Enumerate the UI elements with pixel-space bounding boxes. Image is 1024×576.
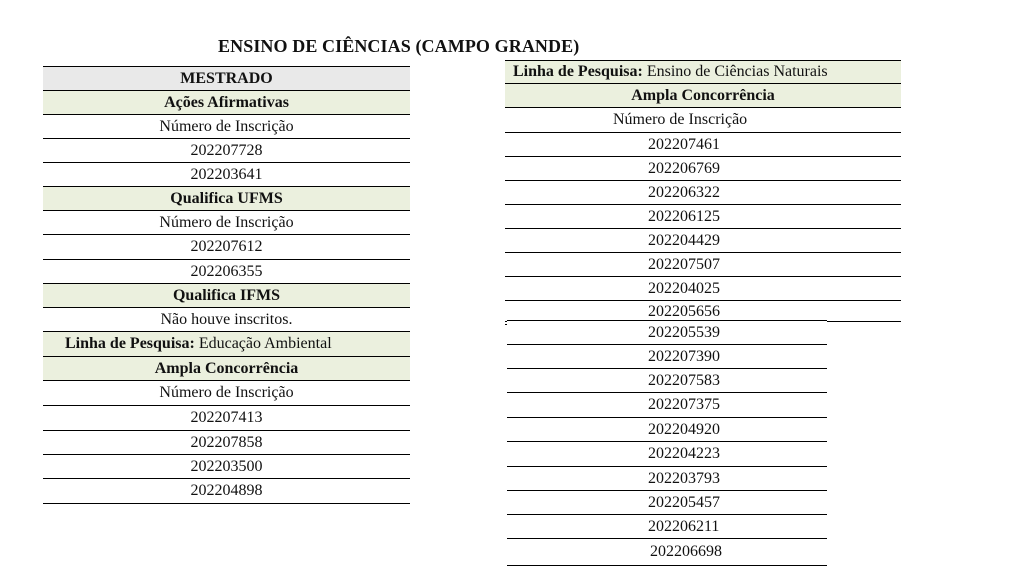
qualifica-ufms-item-1: 202207612 [43, 235, 410, 260]
right-linha-label: Linha de Pesquisa: [513, 63, 643, 80]
left-linha-pesquisa [43, 332, 410, 357]
qualifica-ifms-header: Qualifica IFMS [43, 284, 410, 308]
page-title: ENSINO DE CIÊNCIAS (CAMPO GRANDE) [218, 36, 580, 56]
acoes-afirmativas-col-header: Número de Inscrição [43, 115, 410, 139]
left-ampla-header: Ampla Concorrência [43, 357, 410, 381]
right-cont-item-6: 202204223 [507, 442, 827, 467]
right-ampla-col-header: Número de Inscrição [505, 108, 901, 133]
right-cont-item-7: 202203793 [507, 467, 827, 491]
right-cont-item-4: 202207375 [507, 393, 827, 418]
right-cont-item-10: 202206698 [507, 539, 827, 566]
right-ampla-item-3: 202206322 [505, 181, 901, 205]
right-linha-pesquisa [505, 60, 901, 84]
right-ampla-item-5: 202204429 [505, 229, 901, 253]
right-cont-item-9: 202206211 [507, 515, 827, 539]
right-ampla-item-2: 202206769 [505, 157, 901, 181]
right-ampla-header: Ampla Concorrência [505, 84, 901, 108]
left-ampla-item-4: 202204898 [43, 479, 410, 504]
qualifica-ufms-header: Qualifica UFMS [43, 187, 410, 211]
left-linha-label: Linha de Pesquisa: [65, 335, 195, 352]
qualifica-ufms-item-2: 202206355 [43, 260, 410, 284]
acoes-afirmativas-header: Ações Afirmativas [43, 91, 410, 115]
left-linha-value: Educação Ambiental [198, 335, 332, 352]
qualifica-ufms-col-header: Número de Inscrição [43, 211, 410, 235]
right-ampla-item-6: 202207507 [505, 253, 901, 277]
right-linha-value: Ensino de Ciências Naturais [646, 63, 828, 80]
left-ampla-item-2: 202207858 [43, 431, 410, 455]
left-ampla-col-header: Número de Inscrição [43, 381, 410, 406]
right-ampla-item-8: 202205656 [505, 301, 901, 322]
left-ampla-item-1: 202207413 [43, 406, 410, 431]
right-cont-item-3: 202207583 [507, 369, 827, 393]
right-ampla-item-7: 202204025 [505, 277, 901, 301]
left-ampla-item-3: 202203500 [43, 455, 410, 479]
left-table [43, 66, 410, 504]
right-cont-item-8: 202205457 [507, 491, 827, 515]
right-table [505, 60, 901, 322]
right-cont-item-1: 202205539 [507, 321, 827, 345]
acoes-afirmativas-item-1: 202207728 [43, 139, 410, 163]
right-ampla-item-4: 202206125 [505, 205, 901, 229]
acoes-afirmativas-item-2: 202203641 [43, 163, 410, 187]
mestrado-header: MESTRADO [43, 66, 410, 91]
qualifica-ifms-note: Não houve inscritos. [43, 308, 410, 332]
right-ampla-item-1: 202207461 [505, 133, 901, 157]
right-cont-item-2: 202207390 [507, 345, 827, 369]
right-cont-item-5: 202204920 [507, 418, 827, 442]
right-continuation-table [507, 320, 827, 566]
